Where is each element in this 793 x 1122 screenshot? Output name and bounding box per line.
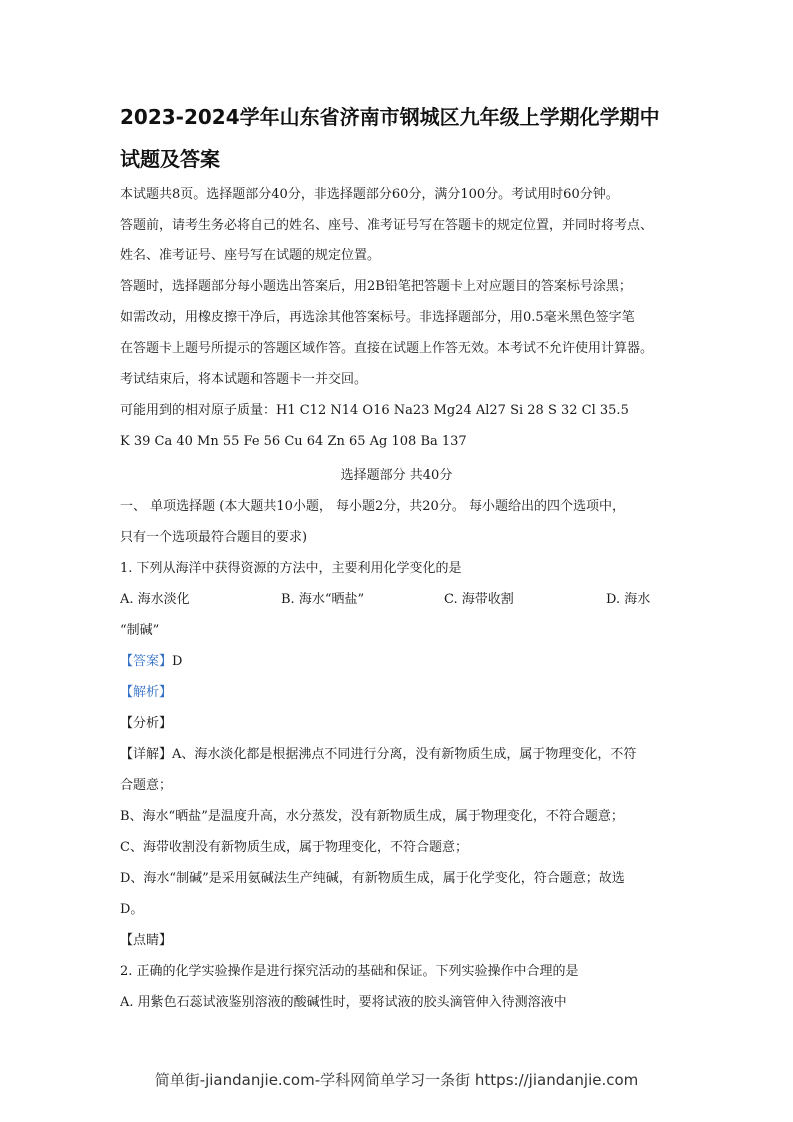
answer-row bbox=[120, 653, 182, 671]
question-2-stem: 2. 正确的化学实验操作是进行探究活动的基础和保证。下列实验操作中合理的是 bbox=[120, 964, 579, 979]
question-1-option-c: C. 海带收割 bbox=[444, 592, 514, 607]
part-heading: 一、 单项选择题 (本大题共10小题， 每小题2分，共20分。 每小题给出的四个选项中， bbox=[120, 499, 625, 514]
answer-label: 【答案】 bbox=[120, 654, 173, 669]
question-1-option-a: A. 海水淡化 bbox=[120, 592, 190, 607]
question-1-option-d-cont: “制碱” bbox=[120, 623, 160, 638]
question-2-option-a: A. 用紫色石蕊试液鉴别溶液的酸碱性时，要将试液的胶头滴管伸入待测溶液中 bbox=[120, 995, 567, 1010]
intro-line: 如需改动，用橡皮擦干净后，再选涂其他答案标号。非选择题部分，用0.5毫米黑色签字笔 bbox=[120, 310, 635, 325]
detail-line: 【详解】A、海水淡化都是根据沸点不同进行分离，没有新物质生成，属于物理变化，不符 bbox=[120, 747, 637, 762]
question-1-option-b: B. 海水“晒盐” bbox=[281, 592, 365, 607]
page-title-line-1: 2023-2024学年山东省济南市钢城区九年级上学期化学期中 bbox=[120, 105, 660, 129]
detail-line: 合题意； bbox=[120, 778, 173, 793]
section-heading: 选择题部分 共40分 bbox=[340, 468, 453, 483]
footer-watermark: 简单街-jiandanjie.com-学科网简单学习一条街 https://jiandanjie.com bbox=[154, 1071, 639, 1089]
dianjing-label: 【点睛】 bbox=[120, 933, 173, 948]
question-1-option-d: D. 海水 bbox=[606, 592, 651, 607]
detail-line: D。 bbox=[120, 902, 144, 917]
detail-line: B、海水“晒盐”是温度升高，水分蒸发，没有新物质生成，属于物理变化，不符合题意； bbox=[120, 809, 624, 824]
intro-line: 答题时，选择题部分每小题选出答案后，用2B铅笔把答题卡上对应题目的答案标号涂黑； bbox=[120, 279, 632, 294]
detail-line: C、海带收割没有新物质生成，属于物理变化，不符合题意； bbox=[120, 840, 468, 855]
page-title-line-2: 试题及答案 bbox=[120, 147, 220, 171]
question-1-stem: 1. 下列从海洋中获得资源的方法中，主要利用化学变化的是 bbox=[120, 561, 462, 576]
atomic-mass-line: 可能用到的相对原子质量：H1 C12 N14 O16 Na23 Mg24 Al27 Si 28 S 32 Cl 35.5 bbox=[120, 403, 629, 418]
intro-line: 考试结束后，将本试题和答题卡一并交回。 bbox=[120, 372, 368, 387]
fenxi-label: 【分析】 bbox=[120, 716, 173, 731]
intro-line: 答题前，请考生务必将自己的姓名、座号、准考证号写在答题卡的规定位置，并同时将考点、 bbox=[120, 218, 654, 233]
analysis-label: 【解析】 bbox=[120, 685, 173, 700]
intro-line: 本试题共8页。选择题部分40分，非选择题部分60分，满分100分。考试用时60分钟。 bbox=[120, 187, 619, 202]
part-heading: 只有一个选项最符合题目的要求) bbox=[120, 530, 308, 545]
intro-line: 在答题卡上题号所提示的答题区域作答。直接在试题上作答无效。本考试不允许使用计算器。 bbox=[120, 341, 654, 356]
answer-value: D bbox=[172, 654, 183, 669]
atomic-mass-line: K 39 Ca 40 Mn 55 Fe 56 Cu 64 Zn 65 Ag 108 Ba 137 bbox=[120, 434, 467, 449]
intro-line: 姓名、准考证号、座号写在试题的规定位置。 bbox=[120, 248, 381, 263]
detail-line: D、海水“制碱”是采用氨碱法生产纯碱，有新物质生成，属于化学变化，符合题意；故选 bbox=[120, 871, 625, 886]
